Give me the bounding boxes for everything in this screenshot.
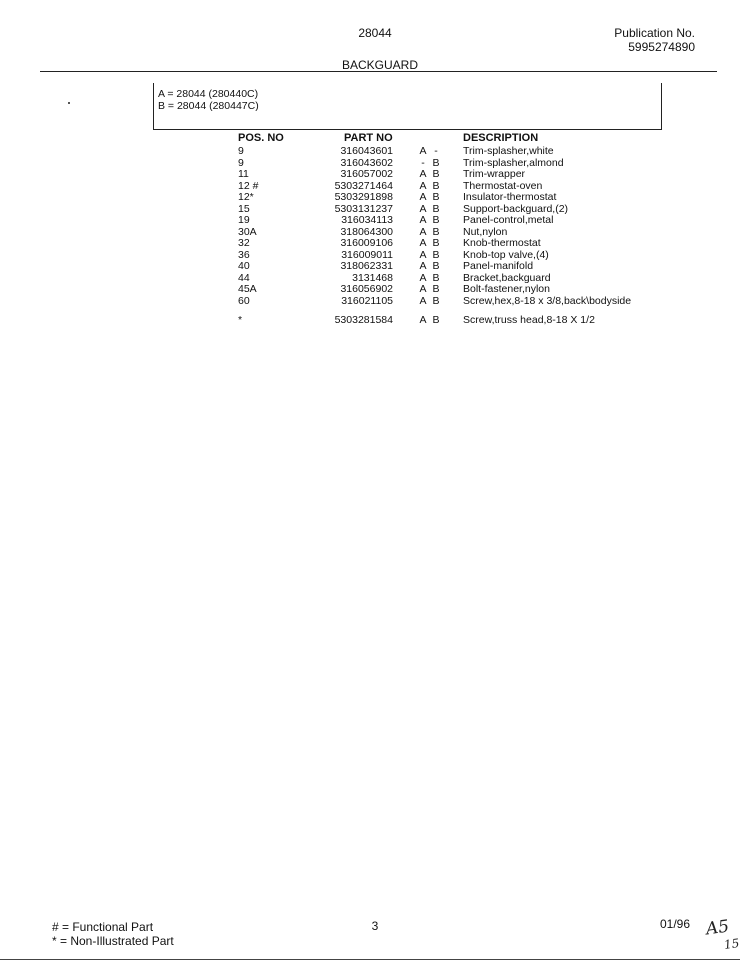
description-cell: Trim-splasher,almond xyxy=(463,156,564,169)
pos-cell: 32 xyxy=(238,237,250,249)
pos-cell: 9 xyxy=(238,156,244,169)
footer-divider xyxy=(0,959,740,960)
table-row xyxy=(0,284,750,296)
document-number: 28044 xyxy=(358,26,392,40)
part-cell: 316009011 xyxy=(341,248,393,261)
description-cell: Panel-manifold xyxy=(463,260,534,272)
pos-cell: 15 xyxy=(238,202,250,215)
pos-cell: * xyxy=(238,314,243,326)
part-cell: 316056902 xyxy=(340,283,393,295)
publication-block xyxy=(614,26,695,54)
model-b-cell: B xyxy=(432,156,440,169)
table-row xyxy=(0,192,750,204)
pos-cell: 12 # xyxy=(238,179,259,192)
pos-cell: 11 xyxy=(238,168,249,180)
model-a-cell: A xyxy=(419,214,427,226)
model-a-cell: A xyxy=(419,237,427,249)
model-b-cell: B xyxy=(432,314,440,326)
part-cell: 5303281584 xyxy=(334,314,393,326)
description-cell: Nut,nylon xyxy=(463,225,508,238)
pos-cell: 40 xyxy=(238,260,250,272)
description-cell: Panel-control,metal xyxy=(463,214,554,226)
description-cell: Bolt-fastener,nylon xyxy=(463,283,550,295)
legend-non-illustrated: * = Non-Illustrated Part xyxy=(52,934,174,948)
table-row xyxy=(0,146,750,158)
model-legend-box xyxy=(153,83,662,130)
part-cell: 318062331 xyxy=(340,260,393,272)
column-header-pos: POS. NO xyxy=(238,132,284,144)
model-a-cell: - xyxy=(421,156,425,169)
model-b-cell: B xyxy=(432,283,440,295)
model-a-cell: A xyxy=(419,225,427,238)
pos-cell: 60 xyxy=(238,294,250,307)
pos-cell: 36 xyxy=(238,248,250,261)
description-cell: Support-backguard,(2) xyxy=(463,202,569,215)
description-cell: Screw,hex,8-18 x 3/8,back\bodyside xyxy=(463,294,632,307)
part-cell: 318064300 xyxy=(340,225,393,238)
part-cell: 3131468 xyxy=(352,271,393,284)
model-a-cell: A xyxy=(419,248,427,261)
model-a-cell: A xyxy=(419,191,427,203)
handwritten-note: A5 xyxy=(704,916,731,940)
description-cell: Thermostat-oven xyxy=(463,179,543,192)
model-b-cell: B xyxy=(432,225,440,238)
scan-speck xyxy=(68,102,70,104)
table-row xyxy=(0,261,750,273)
model-b-cell: - xyxy=(434,145,438,157)
part-cell: 316009106 xyxy=(340,237,393,249)
part-cell: 316021105 xyxy=(341,294,393,307)
part-cell: 316043601 xyxy=(340,145,393,157)
description-cell: Trim-wrapper xyxy=(463,168,526,180)
model-b-cell: B xyxy=(432,168,440,180)
description-cell: Trim-splasher,white xyxy=(463,145,554,157)
description-cell: Knob-top valve,(4) xyxy=(463,248,549,261)
description-cell: Insulator-thermostat xyxy=(463,191,557,203)
section-title: BACKGUARD xyxy=(341,58,418,72)
table-row-non-illustrated xyxy=(0,315,750,327)
model-b-cell: B xyxy=(432,271,440,284)
model-b-cell: B xyxy=(432,179,440,192)
model-b-cell: B xyxy=(432,214,440,226)
model-a-cell: A xyxy=(419,260,427,272)
footer-legend xyxy=(52,920,174,948)
description-cell: Knob-thermostat xyxy=(463,237,541,249)
model-a-cell: A xyxy=(419,168,427,180)
column-header-part: PART NO xyxy=(344,132,393,144)
part-cell: 5303131237 xyxy=(334,202,393,215)
pos-cell: 19 xyxy=(238,214,250,226)
model-a-cell: A xyxy=(419,179,427,192)
pos-cell: 30A xyxy=(238,225,257,238)
model-b-line: B = 28044 (280447C) xyxy=(158,100,259,112)
publication-label: Publication No. xyxy=(614,26,695,40)
model-a-cell: A xyxy=(419,314,427,326)
model-b-cell: B xyxy=(432,237,440,249)
pos-cell: 12* xyxy=(238,191,254,203)
model-a-cell: A xyxy=(419,145,427,157)
description-cell: Bracket,backguard xyxy=(463,271,551,284)
model-b-cell: B xyxy=(432,191,440,203)
part-cell: 316034113 xyxy=(341,214,393,226)
description-cell: Screw,truss head,8-18 X 1/2 xyxy=(463,314,595,326)
pos-cell: 44 xyxy=(238,271,250,284)
pos-cell: 9 xyxy=(238,145,244,157)
column-header-description: DESCRIPTION xyxy=(463,132,539,144)
handwritten-note-sub: 15 xyxy=(723,936,741,952)
model-b-cell: B xyxy=(432,294,440,307)
part-cell: 5303291898 xyxy=(334,191,393,203)
model-a-line: A = 28044 (280440C) xyxy=(158,88,259,100)
part-cell: 5303271464 xyxy=(334,179,393,192)
model-a-cell: A xyxy=(419,294,427,307)
table-row xyxy=(0,169,750,181)
table-row xyxy=(0,296,750,308)
table-row xyxy=(0,215,750,227)
model-b-cell: B xyxy=(432,202,440,215)
model-b-cell: B xyxy=(432,260,440,272)
model-a-cell: A xyxy=(419,283,427,295)
parts-table xyxy=(0,146,750,327)
part-cell: 316057002 xyxy=(340,168,393,180)
pos-cell: 45A xyxy=(238,283,257,295)
header-divider xyxy=(40,71,717,72)
table-row xyxy=(0,238,750,250)
page-number: 3 xyxy=(371,919,379,933)
publication-number: 5995274890 xyxy=(628,40,695,54)
model-b-cell: B xyxy=(432,248,440,261)
part-cell: 316043602 xyxy=(340,156,393,169)
model-a-cell: A xyxy=(419,271,427,284)
legend-functional: # = Functional Part xyxy=(52,920,154,934)
model-a-cell: A xyxy=(419,202,427,215)
revision-date: 01/96 xyxy=(660,917,691,931)
